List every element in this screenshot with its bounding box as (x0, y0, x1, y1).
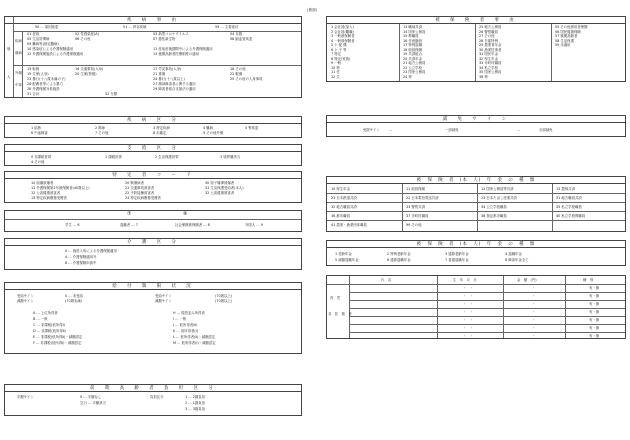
pension-2-d: 31 地方職員共済 (556, 196, 582, 200)
sick-row-11-c: 32 分類 (105, 92, 118, 96)
benefit-left-6: F … 非課税(低所得Ⅰ)・減額認定 (33, 341, 82, 345)
elderly-burden-header: 前 期 高 齢 者 負 担 区 分 (5, 385, 301, 392)
sick-group-1: 疾病 (15, 39, 22, 43)
sick-row-7-b: 20 生保(物損) (75, 72, 97, 76)
disease-cat-6: 6 中途障害 (31, 131, 48, 135)
benefit-left-4: D … 非課税(低所得Ⅱ) (33, 329, 66, 333)
payment-category-box (4, 144, 302, 166)
sick-row-5-c: 13 後期高齢者医療制度の適用 (153, 52, 200, 56)
sick-top-3: 59 … 主要症状 (215, 25, 239, 29)
sick-row-9-a: 26 配偶者等による暴力 (27, 82, 63, 86)
disease-cat-3: 3 特定疾病 (153, 126, 170, 130)
pension-4-d: 40 私立学校教職員 (556, 214, 586, 218)
specific-code-box (4, 171, 302, 203)
pension-2-b: 22 日本電信電話共済 (406, 196, 439, 200)
sick-top-1: 50 … 原因疾患 (35, 25, 59, 29)
insured-5-c: 29 農業者年金 (479, 43, 502, 47)
family-left-label-1: 育 児 (330, 296, 341, 300)
pension-5-b: 99 その他 (406, 223, 422, 227)
benefit-r1-b: 0 … 未受給 (65, 294, 83, 298)
family-col-name: 氏 名 (381, 278, 392, 282)
pension-1-a: 10 厚生年金 (331, 187, 350, 191)
sick-row-7-d: 22 軽傷 (230, 72, 243, 76)
elderly-r2-b: 空白 … 半額該当 (80, 401, 106, 405)
mark-right: ⑧ (183, 211, 188, 217)
insured-12-a: 12 生 (331, 74, 340, 79)
disease-cat-5: 5 腎疾患 (245, 126, 259, 130)
elderly-burden-box (4, 384, 302, 416)
family-table (326, 275, 626, 339)
pension-2-a: 21 日本鉄道共済 (331, 196, 357, 200)
elderly-r3-d: 3 … 3割負担 (185, 407, 206, 411)
insured-3-d: 57 後期高齢者 (555, 34, 578, 38)
personal-pension-box (326, 240, 626, 266)
mark-line-1: 学生 … 6 (65, 223, 80, 227)
family-col-dob: 生 年 月 日 (453, 278, 477, 282)
sick-row-8-c: 24 暴行(十八歳以上) (153, 77, 185, 81)
benefit-left-5: E … 非課税(低所得Ⅱ)・減額認定 (33, 335, 83, 339)
mark-line-4: 外国人 … 9 (245, 223, 263, 227)
insured-3-a: 3 一般被保険者 (331, 34, 355, 38)
sick-left-label-1: 個 (7, 47, 11, 51)
disease-cat-8: 8 未確定 (153, 131, 167, 135)
sick-left-label-2: 人 (7, 75, 11, 79)
insured-7-c: 31 国民年金 (479, 52, 498, 56)
sick-row-2-a: 05 生活習慣病 (27, 37, 50, 41)
family-row-7-type: 有・無 (589, 334, 600, 338)
reduction-2: … (389, 128, 393, 132)
insured-12-b: 24 特 (403, 74, 412, 79)
insured-11-a: 11 任 (331, 70, 340, 74)
benefit-limit-header: 給 付 制 限 状 況 (5, 283, 301, 290)
benefit-right-5: L … 低所得者(Ⅱ)・減額認定 (173, 335, 216, 339)
care-3: 8 … 介護保険申請中 (65, 261, 97, 265)
benefit-right-3: J … 低所得者(Ⅱ) (173, 323, 198, 327)
family-row-3-dob: ・ ・ (463, 302, 474, 306)
insured-4-c: 28 日雇特例 (479, 38, 498, 43)
insured-7-a: 7 特定 (331, 52, 342, 56)
mark-box (4, 210, 302, 232)
pension-3-c: 34 公立学校職員 (481, 205, 507, 209)
care-category-header: 介 護 区 分 (5, 239, 301, 246)
pension-4-b: 37 市町村職員 (406, 214, 429, 218)
pension-1-c: 12 国家公務員等共済 (481, 187, 514, 191)
sick-row-4-c: 11 産前産後期間中による介護保険適用 (153, 47, 213, 51)
family-row-6-dob: ・ ・ (463, 326, 474, 330)
personal-pension-header: 被 保 険 者 (本 人) 年 金 の 種 類 (327, 241, 625, 248)
sick-row-6-b: 16 交通事故(人身) (75, 67, 104, 71)
family-col-type: 種 別 (583, 278, 594, 282)
insured-9-b: 21 地方公務員 (403, 61, 426, 65)
insured-2-c: 26 警察職員 (479, 29, 498, 34)
insured-1-a: 1 会社員(加入) (331, 25, 354, 29)
insured-6-c: 30 漁業従事者 (479, 47, 502, 52)
pension-1-d: 13 農林共済 (556, 187, 575, 191)
specific-3-b: 22 予防接種被害者 (125, 191, 155, 195)
sick-row-11-a: 31 合計 (27, 92, 40, 96)
insured-10-c: 34 私立学校 (479, 65, 498, 70)
insured-2-a: 2 会社員(離職) (331, 29, 354, 34)
pension-type-table (326, 176, 626, 232)
personal-pension-3: 3 通算老齢年金 (445, 252, 469, 256)
family-left-label-2: 非 扶 養 者 (328, 312, 352, 316)
pension-2-c: 23 日本たばこ産業共済 (481, 196, 517, 200)
insured-5-b: 17 特例退職 (403, 43, 422, 47)
payment-cat-5: 4 その他 (31, 160, 45, 164)
disease-category-header: 疾 病 区 分 (5, 117, 301, 124)
sick-row-1-c: 03 新型コロナウイルス (153, 32, 189, 36)
family-col-amount: 金 額 (円) (517, 278, 537, 282)
payment-category-header: 支 給 区 分 (5, 145, 301, 152)
insured-cause-header: 被 保 険 者 事 由 (327, 17, 625, 24)
personal-pension-6: 6 通算退職年金 (387, 258, 411, 262)
insured-8-c: 32 厚生年金 (479, 56, 498, 61)
sick-group-4: 中毒 (15, 83, 22, 87)
insured-10-a: 10 特 (331, 65, 340, 70)
sick-group-2: 傷病 (15, 51, 22, 55)
specific-3-c: 32 公害健康被害者 (205, 191, 235, 195)
specific-code-header: 特 定 者 コ ー ド (5, 172, 301, 179)
care-category-box (4, 238, 302, 270)
sick-row-10-c: 29 障害者総合支援法の適用 (153, 87, 196, 91)
reduction-4: … (517, 128, 521, 132)
sick-row-2-b: 06 その他 (75, 37, 91, 41)
sick-row-1-d: 04 自殺 (230, 32, 243, 36)
sick-row-3-a: 09 難病等(指定難病) (27, 42, 59, 46)
pension-4-a: 36 都市職員 (331, 214, 350, 218)
family-row-3-amt: ・ (532, 302, 536, 306)
disease-category-box (4, 116, 302, 138)
sick-row-7-a: 19 生保(人身) (27, 72, 49, 76)
insured-1-d: 55 その他被用者保険 (555, 25, 588, 29)
family-row-7-amt: ・ (532, 334, 536, 338)
insured-2-d: 56 国民健康保険 (555, 29, 581, 34)
family-row-1-amt: ・ (532, 286, 536, 290)
care-1: 0 … 施設入所による介護保険適用 (65, 249, 117, 253)
sick-row-1-a: 01 老衰 (27, 32, 40, 36)
family-row-5-type: 有・無 (589, 318, 600, 322)
insured-10-b: 22 公立学校 (403, 65, 422, 70)
insured-4-a: 4 一般被保険者 (331, 38, 355, 43)
reduction-1: 免除サイン (363, 128, 380, 132)
insured-8-a: 8 特定(家族) (331, 56, 351, 61)
specific-4-b: 23 特定疾病療養受療者 (125, 196, 161, 200)
benefit-right-4: K … 低所得者(Ⅰ) (173, 329, 198, 333)
family-row-5-amt: ・ (532, 318, 536, 322)
benefit-right-1: H … 現役並み所得者 (173, 311, 205, 315)
benefit-left-3: C … 非課税(低所得Ⅰ) (33, 323, 65, 327)
payment-cat-1: 0 非課税世帯 (31, 155, 52, 159)
elderly-r1-a: 半額サイン (17, 395, 34, 399)
family-row-4-type: 有・無 (589, 310, 600, 314)
sick-row-6-a: 15 転倒 (27, 67, 40, 71)
mark-line-2: 退職者 … 7 (120, 223, 138, 227)
sick-row-8-a: 23 暴行(十八歳未満の子) (27, 77, 66, 81)
insured-8-b: 20 共済年金 (403, 56, 422, 61)
payment-cat-4: 3 境界層該当 (220, 155, 241, 159)
disease-cat-1: 1 結核 (31, 126, 42, 130)
family-row-7-dob: ・ ・ (463, 334, 474, 338)
family-row-3-type: 有・無 (589, 302, 600, 306)
specific-1-a: 10 原爆被爆者 (31, 181, 54, 185)
benefit-r1-a: 受給サイン (17, 294, 34, 298)
insured-5-d: 59 未適用 (555, 43, 571, 47)
pension-type-header: 被 保 険 者 (本 人) 年 金 の 種 類 (327, 177, 625, 184)
sick-row-1-b: 02 性感染症(A) (75, 32, 99, 36)
benefit-r2-a: 減額サイン (17, 299, 34, 303)
benefit-right-2: I … 一般 (173, 317, 187, 321)
family-row-6-type: 有・無 (589, 326, 600, 330)
benefit-right-6: M … 低所得者(Ⅰ)・減額認定 (173, 341, 216, 345)
personal-pension-5: 5 減額退職年金 (335, 258, 359, 262)
reduction-3: 一部減免 (445, 128, 459, 132)
benefit-r2-d: (70歳以上) (215, 299, 233, 303)
specific-1-b: 20 戦傷病者 (125, 181, 144, 185)
insured-12-c: 36 特 (479, 74, 488, 79)
personal-pension-2: 2 特例老齢年金 (387, 252, 411, 256)
sick-row-10-a: 28 介護保険対象施設 (27, 87, 60, 91)
insured-11-b: 23 国家公務員 (403, 70, 426, 74)
mark-line-3: 社会保険被保険者 … 8 (175, 223, 210, 227)
sick-row-7-c: 21 重傷 (153, 72, 166, 76)
insured-1-b: 13 職域共済 (403, 25, 422, 29)
family-row-2-amt: ・ (532, 294, 536, 298)
benefit-r2-b: (70歳未満) (65, 299, 83, 303)
pension-4-c: 38 指定都市職員 (481, 214, 507, 218)
sick-top-2: 51 … 併存疾病 (123, 25, 147, 29)
sick-row-5-a: 12 介護保険施設による介護保険適用 (27, 52, 84, 56)
pension-3-b: 33 警察共済 (406, 205, 425, 209)
sick-row-6-c: 17 労災事故(人身) (153, 67, 182, 71)
personal-pension-1: 1 老齢年金 (335, 252, 352, 256)
benefit-limit-box (4, 282, 302, 354)
mark-left: ⑦ (127, 211, 132, 217)
insured-2-b: 14 国家公務員 (403, 29, 426, 34)
specific-2-a: 11 介護保険第2号被保険者(40歳以上) (31, 186, 90, 190)
insured-4-b: 16 任意継続 (403, 38, 422, 43)
payment-cat-2: 1 課税世帯 (105, 155, 122, 159)
benefit-r1-d: (70歳以上) (215, 294, 233, 298)
reduction-sign-header: 減 免 サ イ ン (327, 116, 625, 123)
family-row-2-dob: ・ ・ (463, 294, 474, 298)
specific-1-c: 30 原子爆弾被爆者 (205, 181, 235, 185)
insured-6-a: 6 ケ 子 等 (331, 47, 347, 52)
personal-pension-7: 7 普通退職年金 (445, 258, 469, 262)
page-label: (裏面) (307, 8, 317, 12)
insured-7-b: 19 共済組合 (403, 52, 422, 56)
specific-4-a: 13 特定疾病療養受療者 (31, 196, 67, 200)
benefit-left-2: B … 一般 (33, 317, 48, 321)
specific-3-a: 12 公害健康被害者 (31, 191, 61, 195)
benefit-r2-c: 減額サイン (155, 299, 172, 303)
family-row-5-dob: ・ ・ (463, 318, 474, 322)
sick-group-3: 外傷 (15, 71, 22, 75)
sick-row-2-d: 08 脳血管疾患 (230, 37, 253, 41)
reduction-sign-box (326, 115, 626, 137)
pension-3-d: 35 私立学校職員 (556, 205, 582, 209)
insured-5-a: 5 ケ 配 偶 (331, 43, 347, 47)
pension-5-a: 41 農業・漁業団体職員 (331, 223, 367, 227)
insured-11-c: 35 国家公務員 (479, 70, 502, 74)
sick-cause-header: 疾 病 事 由 (5, 17, 301, 24)
insured-4-d: 58 生活保護 (555, 38, 574, 43)
insured-cause-table (326, 16, 626, 82)
family-row-4-dob: ・ ・ (463, 310, 474, 314)
family-row-1-dob: ・ ・ (463, 286, 474, 290)
disease-cat-9: 9 その他外傷 (203, 131, 224, 135)
specific-2-b: 21 交通事故被害者 (125, 186, 155, 190)
sick-cause-table (4, 16, 302, 98)
reduction-5: 全部減免 (539, 128, 553, 132)
personal-pension-4: 4 退職年金 (505, 252, 522, 256)
sick-row-2-c: 07 悪性新生物 (153, 37, 176, 41)
disease-cat-7: 7 その他 (95, 131, 109, 135)
elderly-r1-b: 0 … 半額なし (80, 395, 102, 399)
specific-2-c: 31 生活保護受給者(本人) (205, 186, 244, 190)
insured-9-c: 33 市町村職員 (479, 61, 502, 65)
personal-pension-8: 8 障害年金全て (505, 258, 529, 262)
insured-1-c: 25 地方公務員 (479, 25, 502, 29)
insured-3-b: 15 教職員 (403, 34, 419, 38)
sick-row-4-a: 10 感染症による介護保険適用 (27, 47, 74, 51)
benefit-left-1: A … 上位所得者 (33, 311, 58, 315)
insured-3-c: 27 その他 (479, 34, 495, 38)
family-row-4-amt: ・ (532, 310, 536, 314)
insured-6-b: 18 船員保険 (403, 47, 422, 52)
benefit-r1-c: 受給サイン (155, 294, 172, 298)
family-row-6-amt: ・ (532, 326, 536, 330)
pension-1-b: 11 船員保険 (406, 187, 425, 191)
elderly-r1-c: 負担区分 (150, 395, 164, 399)
elderly-r1-d: 1 … 2割負担 (185, 395, 206, 399)
payment-cat-3: 2 生活保護世帯 (155, 155, 179, 159)
elderly-r2-d: 2 … 1割負担 (185, 401, 206, 405)
disease-cat-2: 2 精神 (95, 126, 106, 130)
sick-row-9-c: 27 精神障害者に関する適用 (153, 82, 196, 86)
family-row-2-type: 有・無 (589, 294, 600, 298)
disease-cat-4: 4 難病 (203, 126, 214, 130)
insured-9-a: 9 一般 (331, 61, 342, 65)
care-2: 4 … 介護保険適用外 (65, 255, 97, 259)
sick-row-6-d: 18 その他 (230, 67, 246, 71)
pension-3-a: 32 地方職員共済 (331, 205, 357, 209)
family-row-1-type: 有・無 (589, 286, 600, 290)
sick-row-8-d: 25 その他の人身事故 (230, 77, 263, 81)
